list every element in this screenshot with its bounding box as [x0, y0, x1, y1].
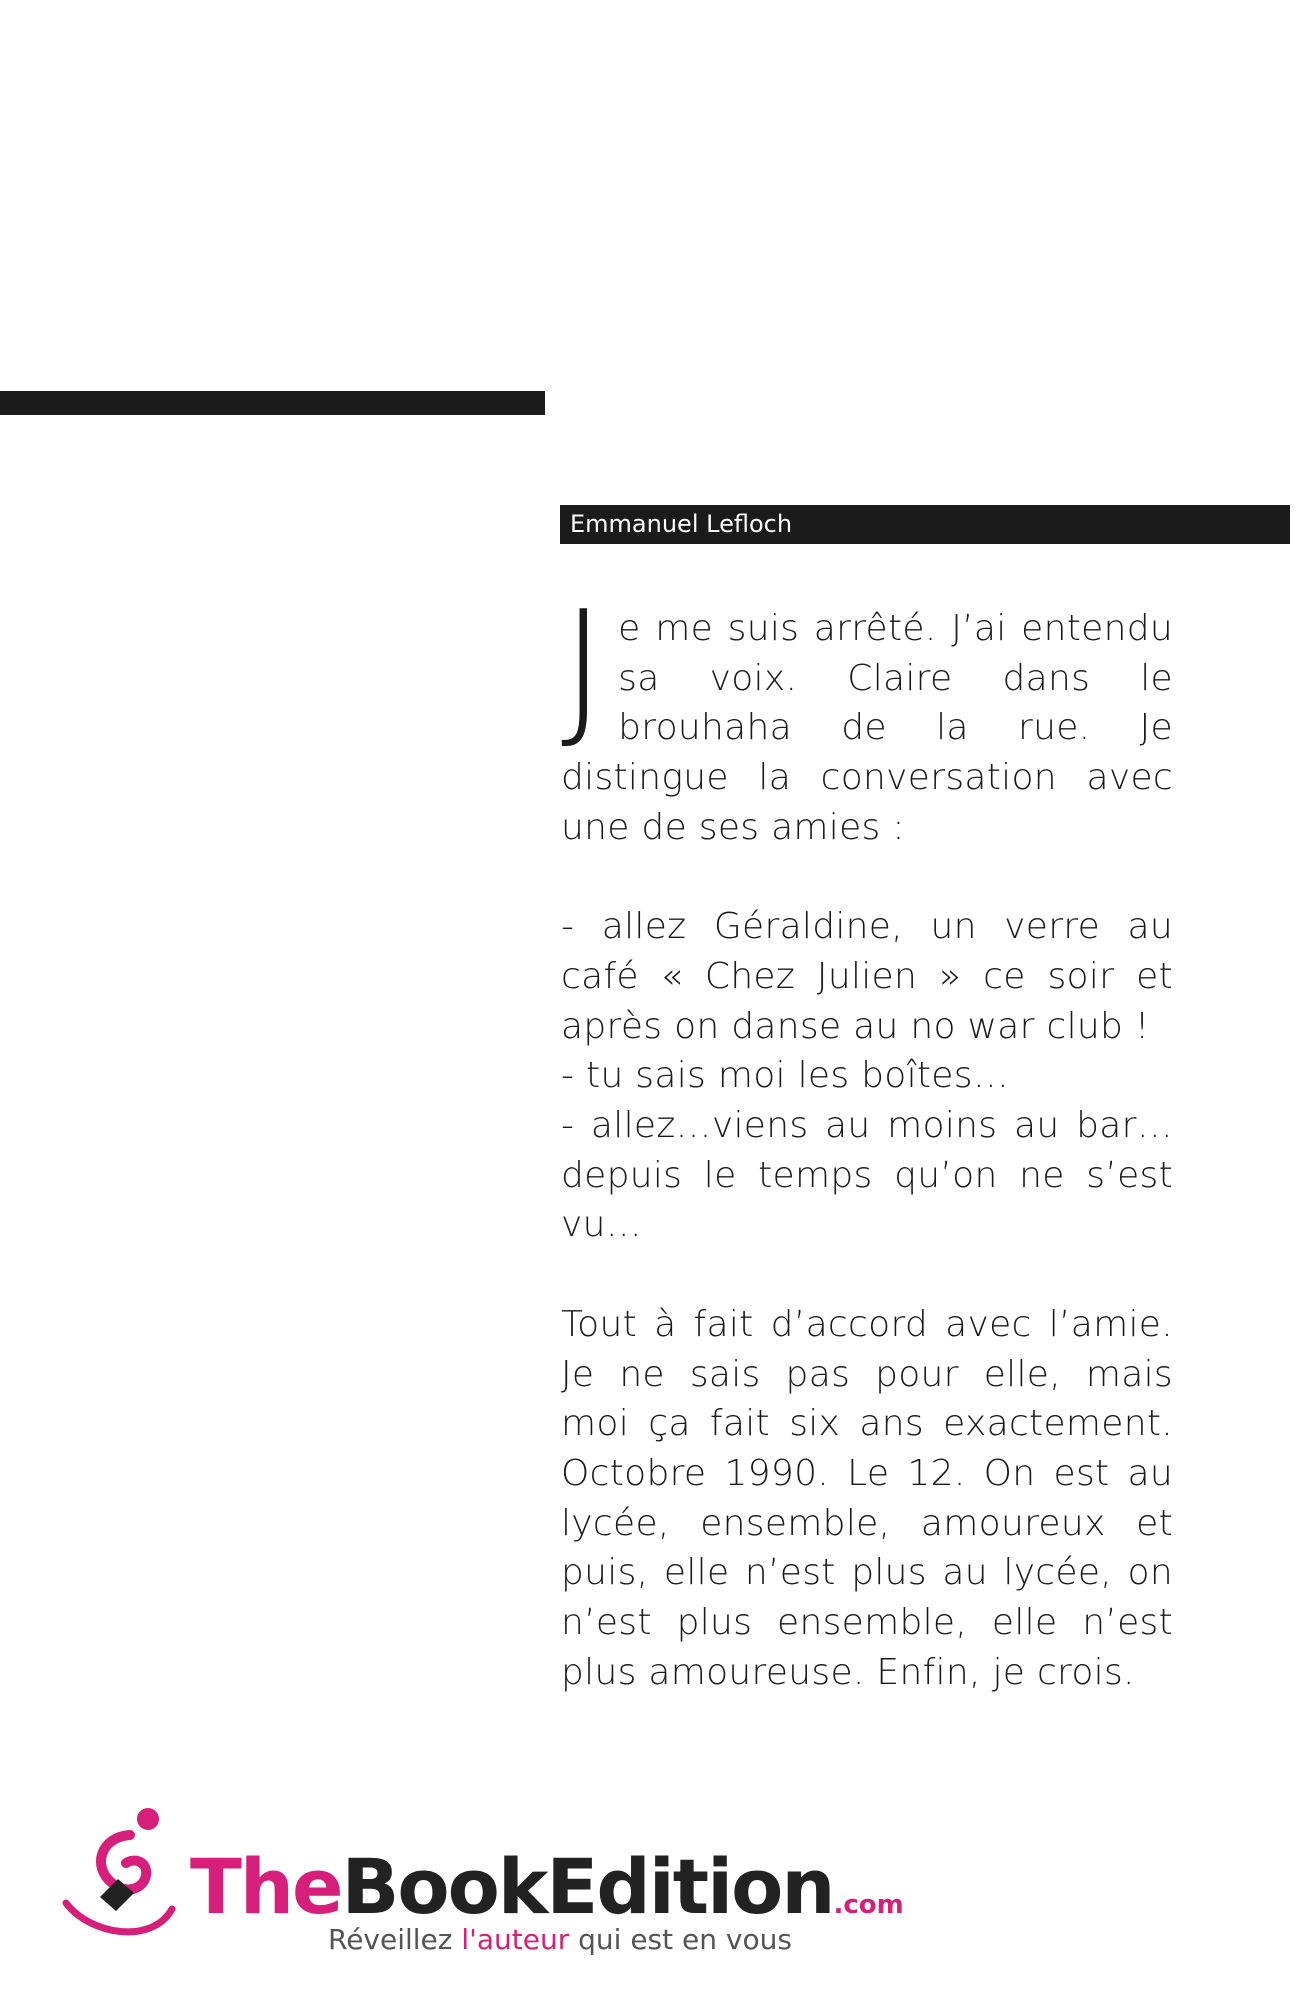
paragraph-closing: Tout à fait d’accord avec l’amie. Je ne sais pas pour elle, mais moi ça fait six ans exactement. Octobre 1990. Le 12. On est au lycée, ensemble, amoureux et puis, elle n’est plus au lycée, on n’est plus ensemble, elle n’est plus amoureuse. Enfin, je crois.: [561, 1303, 1173, 1693]
thebookedition-logo: [60, 1805, 904, 1956]
dialogue-line-3: - allez…viens au moins au bar… depuis le temps qu’on ne s’est vu…: [561, 1105, 1173, 1246]
dialogue-line-2: - tu sais moi les boîtes…: [561, 1055, 1010, 1097]
dialogue-line-1: - allez Géraldine, un verre au café « Chez Julien » ce soir et après on danse au no war club !: [561, 906, 1173, 1047]
tagline-end: qui est en vous: [569, 1923, 792, 1956]
logo-the: The: [190, 1842, 342, 1931]
paragraph-gap: [561, 1250, 1173, 1300]
paragraph-gap: [561, 853, 1173, 903]
paragraph-intro-text: e me suis arrêté. J’ai entendu sa voix. Claire dans le brouhaha de la rue. Je distingue la conversation avec une de ses amies :: [561, 608, 1173, 848]
logo-dotcom: .com: [833, 1890, 904, 1920]
decorative-top-bar: [0, 391, 545, 415]
paragraph-intro: [561, 578, 1173, 853]
logo-book-edition: BookEdition: [341, 1842, 834, 1931]
author-bar: [560, 505, 1290, 544]
tagline-start: Réveillez: [328, 1923, 462, 1956]
logo-tagline: [328, 1923, 792, 1956]
tagline-accent: l'auteur: [461, 1923, 570, 1956]
dropcap-letter: J: [561, 578, 607, 755]
logo-figure-icon: [60, 1805, 190, 1945]
story-text: [561, 578, 1173, 1697]
author-name: Emmanuel Lefloch: [570, 510, 793, 538]
